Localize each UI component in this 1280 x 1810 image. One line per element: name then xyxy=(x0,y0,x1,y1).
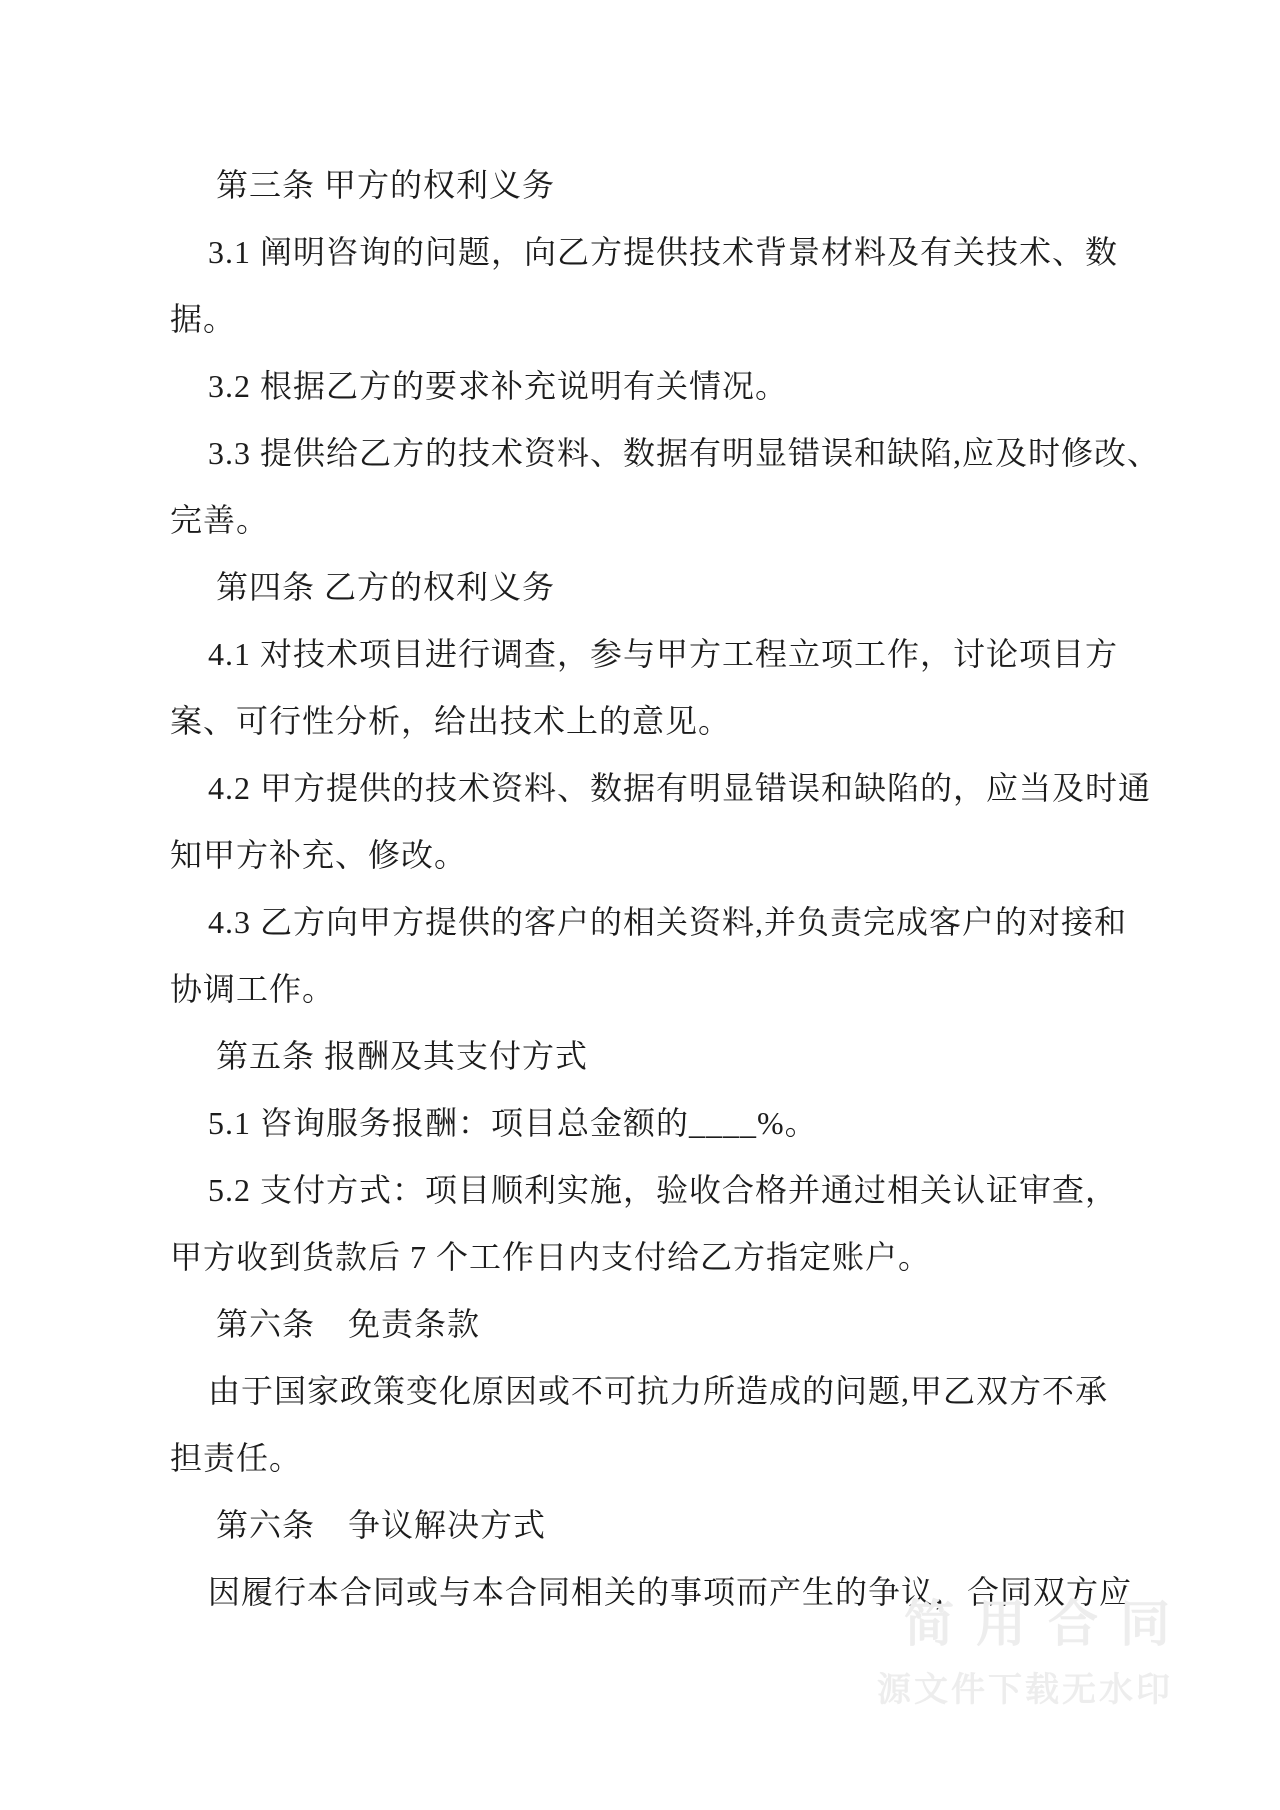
clause-5-2-line-2: 甲方收到货款后 7 个工作日内支付给乙方指定账户。 xyxy=(170,1239,932,1275)
clause-5-1-line-1: 5.1 咨询服务报酬：项目总金额的____%。 xyxy=(208,1105,818,1141)
clause-3-1-line-2: 据。 xyxy=(170,301,237,337)
clause-3-3-line-1: 3.3 提供给乙方的技术资料、数据有明显错误和缺陷,应及时修改、 xyxy=(208,435,1161,471)
clause-4-2-line-1: 4.2 甲方提供的技术资料、数据有明显错误和缺陷的，应当及时通 xyxy=(208,770,1152,806)
watermark-brand-text: 简用合同 xyxy=(904,1596,1192,1652)
clause-4-2-line-2: 知甲方补充、修改。 xyxy=(170,837,468,873)
clause-5-2-line-1: 5.2 支付方式：项目顺利实施，验收合格并通过相关认证审查， xyxy=(208,1172,1119,1208)
watermark-tagline-text: 源文件下载无水印 xyxy=(877,1671,1173,1709)
clause-6-line-1: 由于国家政策变化原因或不可抗力所造成的问题,甲乙双方不承 xyxy=(208,1373,1109,1409)
clause-4-heading: 第四条 乙方的权利义务 xyxy=(216,569,556,605)
clause-4-3-line-2: 协调工作。 xyxy=(170,971,336,1007)
clause-4-1-line-1: 4.1 对技术项目进行调查，参与甲方工程立项工作，讨论项目方 xyxy=(208,636,1119,672)
clause-6b-line-1: 因履行本合同或与本合同相关的事项而产生的争议，合同双方应 xyxy=(208,1574,1133,1610)
clause-6b-heading: 第六条 争议解决方式 xyxy=(216,1507,547,1543)
contract-body xyxy=(170,152,1161,1626)
clause-4-1-line-2: 案、可行性分析，给出技术上的意见。 xyxy=(170,703,732,739)
clause-3-2-line-1: 3.2 根据乙方的要求补充说明有关情况。 xyxy=(208,368,789,404)
clause-6-line-2: 担责任。 xyxy=(170,1440,303,1476)
clause-3-1-line-1: 3.1 阐明咨询的问题，向乙方提供技术背景材料及有关技术、数 xyxy=(208,234,1119,270)
clause-3-3-line-2: 完善。 xyxy=(170,502,270,538)
clause-4-3-line-1: 4.3 乙方向甲方提供的客户的相关资料,并负责完成客户的对接和 xyxy=(208,904,1128,940)
clause-3-heading: 第三条 甲方的权利义务 xyxy=(216,167,556,203)
clause-6-heading: 第六条 免责条款 xyxy=(216,1306,481,1342)
clause-5-heading: 第五条 报酬及其支付方式 xyxy=(216,1038,589,1074)
